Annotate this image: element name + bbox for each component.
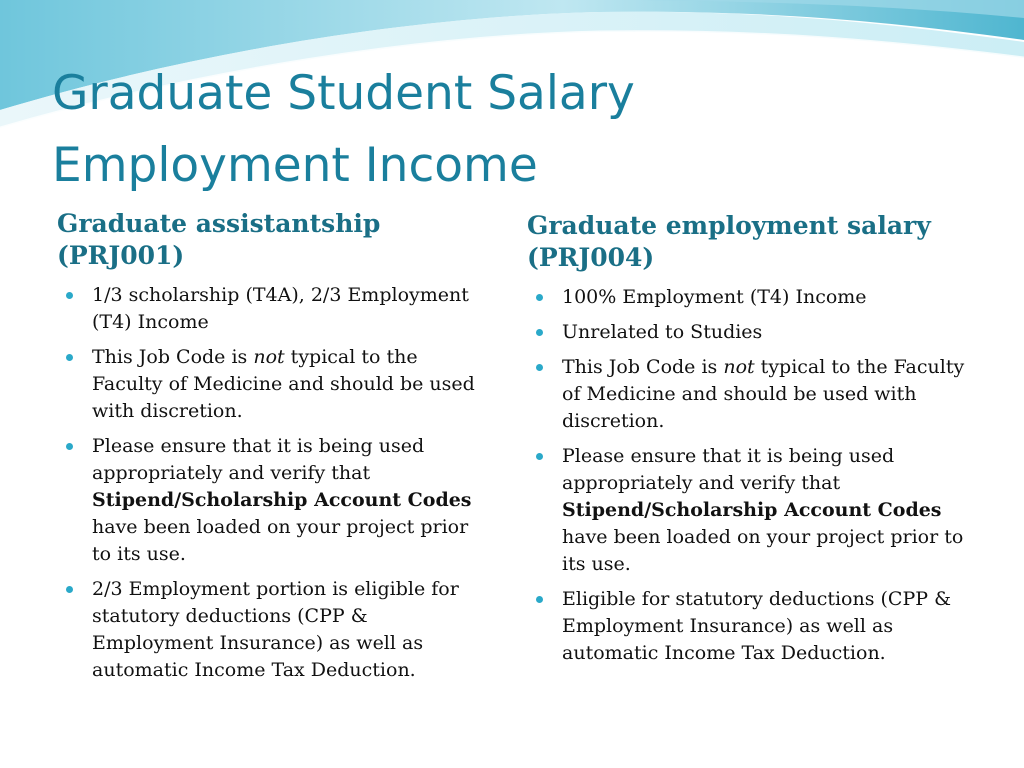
right-bullet-list (527, 284, 967, 667)
bullet-icon (536, 329, 543, 336)
bullet-text: 2/3 Employment portion is eligible for statutory deductions (CPP & Employment Insurance) as well as automatic Income Tax Deduction. (92, 578, 459, 681)
bullet-text: typical to the Faculty of Medicine and should be used with discretion. (562, 356, 965, 432)
left-column (57, 208, 487, 692)
bullet-text: This Job Code is (92, 346, 254, 368)
bullet-strong: Stipend/Scholarship Account Codes (562, 499, 942, 521)
right-column-heading (527, 210, 967, 274)
bullet-text: This Job Code is (562, 356, 724, 378)
list-item (527, 284, 967, 311)
bullet-icon (66, 292, 73, 299)
bullet-text: Please ensure that it is being used appropriately and verify that (92, 435, 425, 484)
bullet-text: have been loaded on your project prior to its use. (562, 526, 964, 575)
slide-title-line2: Employment Income (52, 138, 538, 193)
list-item (57, 576, 487, 684)
list-item (527, 443, 967, 578)
bullet-icon (66, 443, 73, 450)
bullet-text: have been loaded on your project prior to its use. (92, 516, 469, 565)
bullet-text: 1/3 scholarship (T4A), 2/3 Employment (T4) Income (92, 284, 469, 333)
right-heading-line2: (PRJ004) (527, 243, 655, 272)
bullet-emphasis: not (723, 356, 755, 378)
bullet-icon (66, 354, 73, 361)
bullet-emphasis: not (253, 346, 285, 368)
list-item (57, 344, 487, 425)
list-item (527, 586, 967, 667)
slide-title-line1: Graduate Student Salary (52, 66, 635, 121)
bullet-icon (536, 453, 543, 460)
bullet-text: Please ensure that it is being used appropriately and verify that (562, 445, 895, 494)
bullet-text: 100% Employment (T4) Income (562, 286, 867, 308)
left-heading-line1: Graduate assistantship (57, 209, 381, 238)
list-item (57, 282, 487, 336)
list-item (527, 354, 967, 435)
left-heading-line2: (PRJ001) (57, 241, 185, 270)
right-heading-line1: Graduate employment salary (527, 211, 931, 240)
bullet-text: Unrelated to Studies (562, 321, 763, 343)
bullet-icon (536, 596, 543, 603)
bullet-icon (536, 364, 543, 371)
bullet-icon (66, 586, 73, 593)
bullet-strong: Stipend/Scholarship Account Codes (92, 489, 472, 511)
bullet-text: typical to the Faculty of Medicine and should be used with discretion. (92, 346, 475, 422)
slide-title (52, 58, 952, 202)
list-item (57, 433, 487, 568)
left-column-heading (57, 208, 487, 272)
right-column (527, 210, 967, 675)
left-bullet-list (57, 282, 487, 684)
bullet-text: Eligible for statutory deductions (CPP & Employment Insurance) as well as automatic Income Tax Deduction. (562, 588, 951, 664)
list-item (527, 319, 967, 346)
bullet-icon (536, 294, 543, 301)
